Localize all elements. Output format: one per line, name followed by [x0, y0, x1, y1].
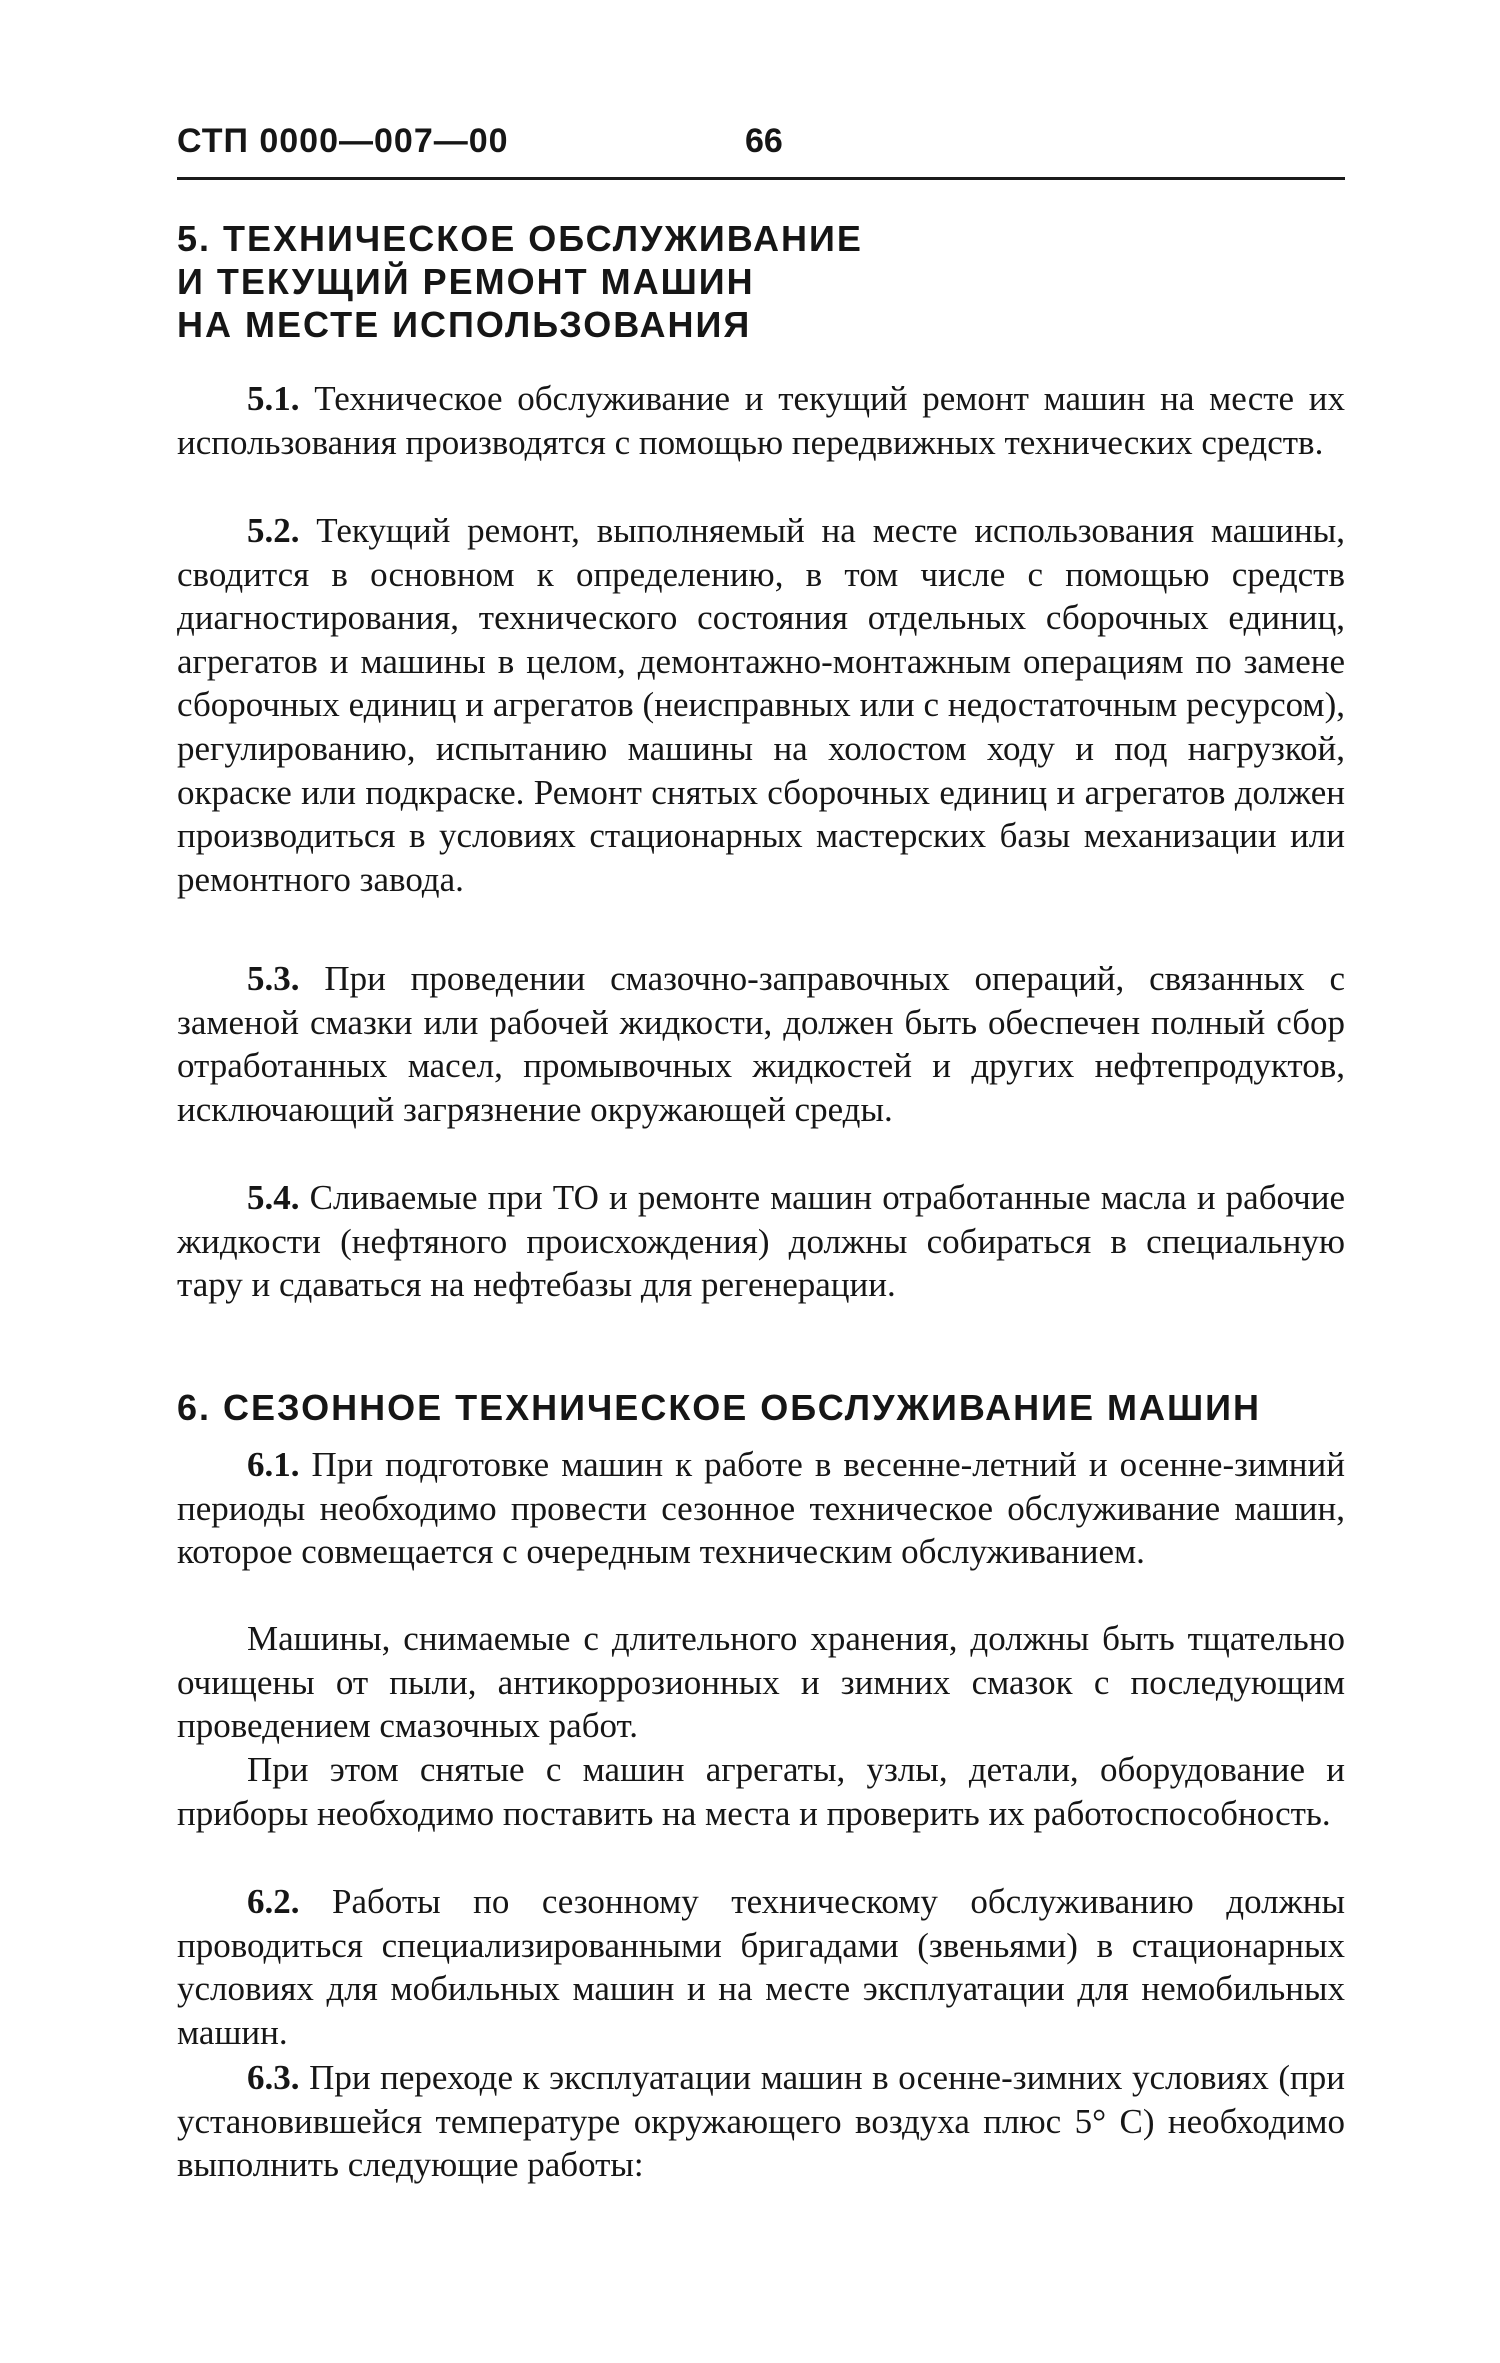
- clause-number: 5.4.: [247, 1178, 300, 1217]
- clause-text: При подготовке машин к работе в весенне-летний и осенне-зимний периоды необходимо провести сезонное техническое обслуживание машин, которое совмещается с очередным техническим обслуживанием.: [177, 1445, 1346, 1572]
- clause-text: При проведении смазочно-заправочных операций, связанных с заменой смазки или рабочей жидкости, должен быть обеспечен полный сбор отработанных масел, промывочных жидкостей и других нефтепродуктов, исключающий загрязнение окружающей среды.: [177, 959, 1345, 1129]
- header-rule: [177, 177, 1345, 180]
- clause-text: Машины, снимаемые с длительного хранения, должны быть тщательно очищены от пыли, антикоррозионных и зимних смазок с последующим проведением смазочных работ.: [177, 1619, 1345, 1746]
- page-number: 66: [745, 122, 783, 160]
- clause-number: 5.2.: [247, 511, 300, 550]
- paragraph-6-1: [177, 1443, 1345, 1574]
- clause-number: 5.1.: [247, 379, 300, 418]
- clause-text: При этом снятые с машин агрегаты, узлы, детали, оборудование и приборы необходимо поставить на места и проверить их работоспособность.: [177, 1750, 1345, 1833]
- paragraph-5-4: [177, 1176, 1345, 1307]
- heading-line: 5. ТЕХНИЧЕСКОЕ ОБСЛУЖИВАНИЕ: [177, 218, 863, 259]
- clause-number: 6.3.: [247, 2058, 300, 2097]
- paragraph-6-1-continued: [177, 1617, 1345, 1748]
- section-5-heading: [177, 217, 863, 346]
- section-6-heading: 6. СЕЗОННОЕ ТЕХНИЧЕСКОЕ ОБСЛУЖИВАНИЕ МАШИН: [177, 1387, 1262, 1428]
- clause-number: 6.2.: [247, 1882, 300, 1921]
- paragraph-5-3: [177, 957, 1345, 1131]
- clause-text: Текущий ремонт, выполняемый на месте использования машины, сводится в основном к определению, в том числе с помощью средств диагностирования, технического состояния отдельных сборочных единиц, агрегатов и машины в целом, демонтажно-монтажным операциям по замене сборочных единиц и агрегатов (неисправных или с недостаточным ресурсом), регулированию, испытанию машины на холостом ходу и под нагрузкой, окраске или подкраске. Ремонт снятых сборочных единиц и агрегатов должен производиться в условиях стационарных мастерских базы механизации или ремонтного завода.: [177, 511, 1345, 899]
- clause-text: Работы по сезонному техническому обслуживанию должны проводиться специализированными бригадами (звеньями) в стационарных условиях для мобильных машин и на месте эксплуатации для немобильных машин.: [177, 1882, 1346, 2052]
- heading-line: И ТЕКУЩИЙ РЕМОНТ МАШИН: [177, 261, 755, 302]
- paragraph-6-1-continued: [177, 1748, 1345, 1835]
- clause-text: Техническое обслуживание и текущий ремонт машин на месте их использования производятся с помощью передвижных технических средств.: [177, 379, 1345, 462]
- clause-text: При переходе к эксплуатации машин в осенне-зимних условиях (при установившейся температуре окружающего воздуха плюс 5° С) необходимо выполнить следующие работы:: [177, 2058, 1346, 2185]
- paragraph-6-2: [177, 1880, 1345, 2054]
- running-header: [177, 122, 1347, 172]
- clause-text: Сливаемые при ТО и ремонте машин отработанные масла и рабочие жидкости (нефтяного происхождения) должны собираться в специальную тару и сдаваться на нефтебазы для регенерации.: [177, 1178, 1345, 1305]
- paragraph-6-3: [177, 2056, 1345, 2187]
- paragraph-5-1: [177, 377, 1345, 464]
- paragraph-5-2: [177, 509, 1345, 901]
- clause-number: 5.3.: [247, 959, 300, 998]
- document-code: СТП 0000—007—00: [177, 122, 509, 160]
- heading-line: НА МЕСТЕ ИСПОЛЬЗОВАНИЯ: [177, 304, 752, 345]
- clause-number: 6.1.: [247, 1445, 300, 1484]
